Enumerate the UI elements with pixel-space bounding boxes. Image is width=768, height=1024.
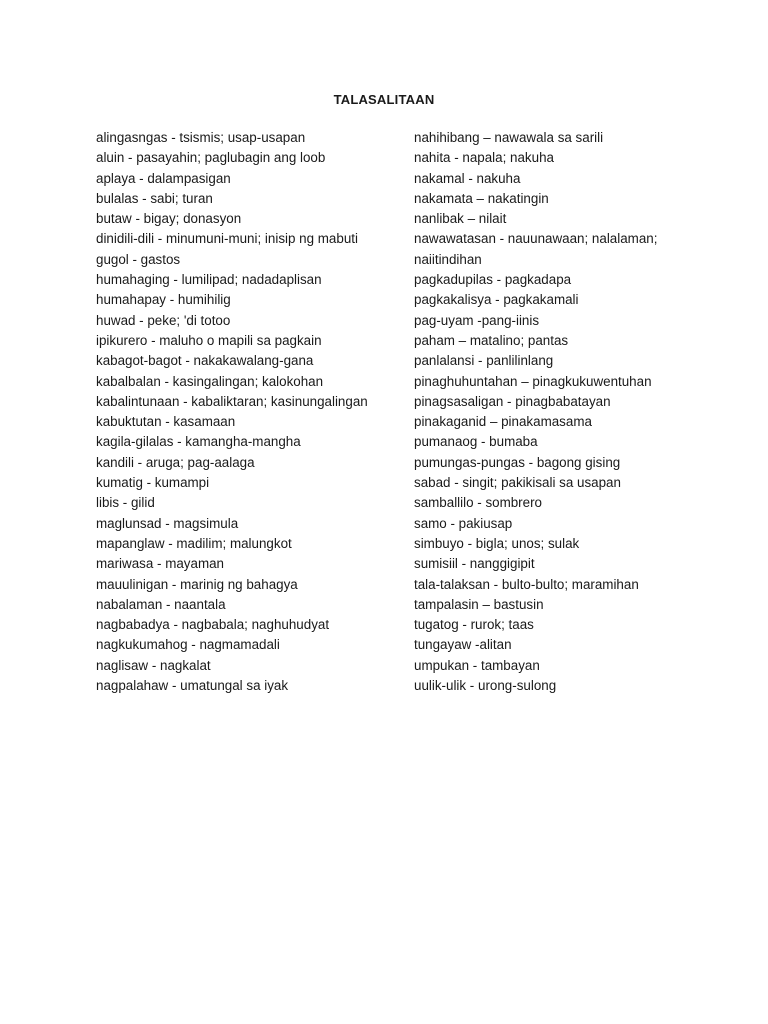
glossary-entry: kabagot-bagot - nakakawalang-gana <box>96 353 314 369</box>
glossary-entry: aluin - pasayahin; paglubagin ang loob <box>96 150 326 166</box>
glossary-entry: nawawatasan - nauunawaan; nalalaman; naiitindihan <box>414 231 658 267</box>
glossary-entry: pinakaganid – pinakamasama <box>414 414 592 430</box>
glossary-entry: tugatog - rurok; taas <box>414 617 534 633</box>
glossary-entry: nanlibak – nilait <box>414 211 507 227</box>
glossary-entry: sumisiil - nanggigipit <box>414 556 535 572</box>
glossary-entry: nakamal - nakuha <box>414 170 521 186</box>
glossary-entry: pumanaog - bumaba <box>414 434 538 450</box>
glossary-entry: libis - gilid <box>96 495 155 511</box>
glossary-entry: nabalaman - naantala <box>96 596 226 612</box>
glossary-entry: humahaging - lumilipad; nadadaplisan <box>96 272 322 288</box>
glossary-entry: nagkukumahog - nagmamadali <box>96 637 280 653</box>
glossary-entry: sabad - singit; pakikisali sa usapan <box>414 475 621 491</box>
glossary-entry: nagpalahaw - umatungal sa iyak <box>96 678 289 694</box>
glossary-entry: mauulinigan - marinig ng bahagya <box>96 576 298 592</box>
glossary-entry: humahapay - humihilig <box>96 292 231 308</box>
glossary-entry: kabalbalan - kasingalingan; kalokohan <box>96 373 324 389</box>
glossary-entry: gugol - gastos <box>96 251 181 267</box>
glossary-left-column <box>96 128 396 696</box>
glossary-entry: mariwasa - mayaman <box>96 556 224 572</box>
glossary-entry: tungayaw -alitan <box>414 637 512 653</box>
glossary-entry: uulik-ulik - urong-sulong <box>414 678 557 694</box>
glossary-entry: bulalas - sabi; turan <box>96 190 213 206</box>
glossary-entry: nagbabadya - nagbabala; naghuhudyat <box>96 617 330 633</box>
glossary-entry: nahihibang – nawawala sa sarili <box>414 130 604 145</box>
glossary-entry: pinagsasaligan - pinagbabatayan <box>414 393 611 409</box>
glossary-entry: pag-uyam -pang-iinis <box>414 312 540 328</box>
page-title: TALASALITAAN <box>333 92 435 107</box>
glossary-entry: pinaghuhuntahan – pinagkukuwentuhan <box>414 373 652 389</box>
glossary-entry: panlalansi - panlilinlang <box>414 353 554 369</box>
glossary-entry: huwad - peke; 'di totoo <box>96 312 231 328</box>
glossary-entry: pagkadupilas - pagkadapa <box>414 272 572 288</box>
glossary-entry: naglisaw - nagkalat <box>96 657 211 673</box>
glossary-entry: kagila-gilalas - kamangha-mangha <box>96 434 301 450</box>
glossary-entry: kandili - aruga; pag-aalaga <box>96 454 255 470</box>
glossary-entry: pumungas-pungas - bagong gising <box>414 454 621 470</box>
glossary-entry: kumatig - kumampi <box>96 475 210 491</box>
glossary-entry: aplaya - dalampasigan <box>96 170 231 186</box>
glossary-entry: tala-talaksan - bulto-bulto; maramihan <box>414 576 639 592</box>
glossary-entry: kabalintunaan - kabaliktaran; kasinungalingan <box>96 393 368 409</box>
glossary-entry: kabuktutan - kasamaan <box>96 414 236 430</box>
glossary-entry: mapanglaw - madilim; malungkot <box>96 535 292 551</box>
glossary-entry: nakamata – nakatingin <box>414 190 549 206</box>
glossary-entry: samo - pakiusap <box>414 515 513 531</box>
glossary-entry: nahita - napala; nakuha <box>414 150 554 166</box>
glossary-entry: alingasngas - tsismis; usap-usapan <box>96 130 306 145</box>
glossary-entry: butaw - bigay; donasyon <box>96 211 242 227</box>
glossary-entry: samballilo - sombrero <box>414 495 542 511</box>
glossary-right-column <box>414 128 714 696</box>
glossary-entry: ipikurero - maluho o mapili sa pagkain <box>96 332 322 348</box>
glossary-entry: umpukan - tambayan <box>414 657 540 673</box>
glossary-entry: paham – matalino; pantas <box>414 332 569 348</box>
glossary-entry: dinidili-dili - minumuni-muni; inisip ng mabuti <box>96 231 358 247</box>
glossary-entry: maglunsad - magsimula <box>96 515 239 531</box>
glossary-entry: simbuyo - bigla; unos; sulak <box>414 535 580 551</box>
glossary-entry: pagkakalisya - pagkakamali <box>414 292 579 308</box>
glossary-entry: tampalasin – bastusin <box>414 596 544 612</box>
